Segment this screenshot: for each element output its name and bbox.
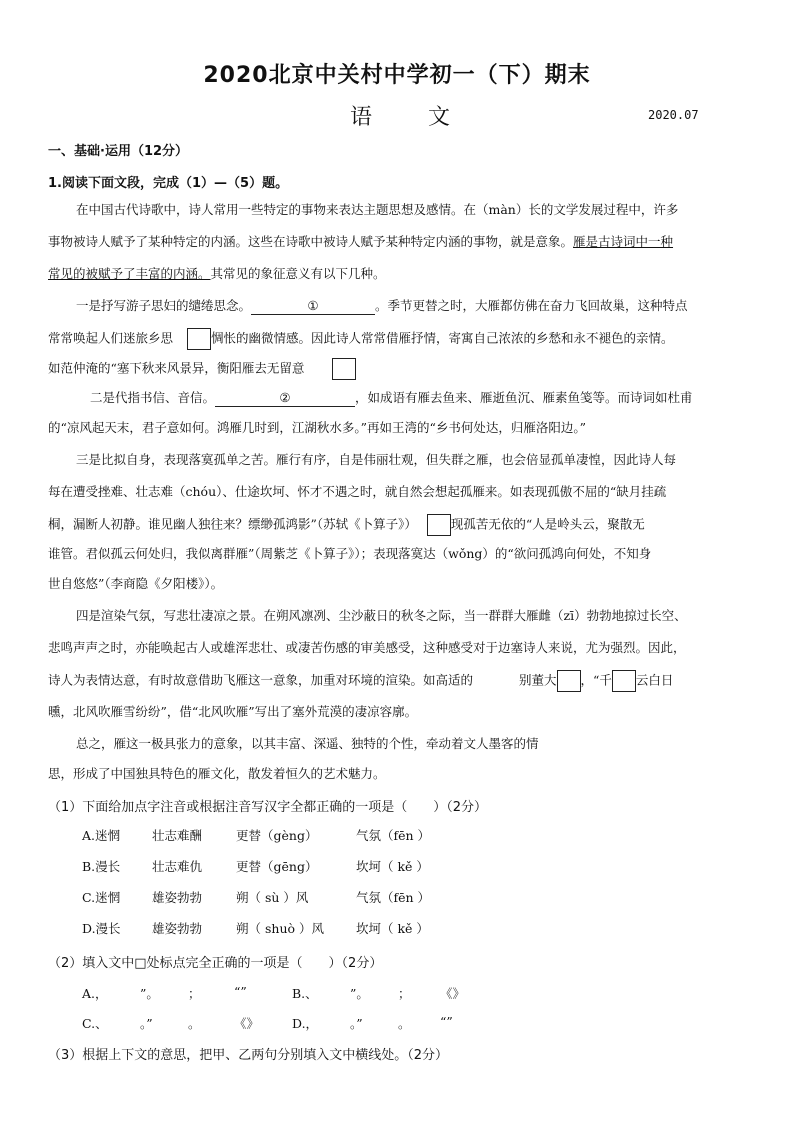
passage-line: [48, 328, 674, 350]
subject-char-1: 语: [350, 105, 373, 130]
passage-text: 如范仲淹的“塞下秋来风景异，衡阳雁去无留意: [48, 360, 305, 376]
option-item: 《》: [234, 1016, 260, 1031]
option-label[interactable]: A.迷惘: [82, 828, 121, 843]
passage-line: 每在遭受挫难、壮志难（chóu）、仕途坎坷、怀才不遇之时，就自然会想起孤雁来。如表现孤傲不屈的“缺月挂疏: [48, 484, 667, 499]
passage-line: [48, 266, 386, 282]
option-item: ”。: [350, 986, 369, 1001]
option-item: 。”: [140, 1016, 153, 1031]
option-item: 壮志难仇: [152, 859, 203, 874]
option-item: “”: [440, 1014, 453, 1029]
option-item: 壮志难酬: [152, 828, 203, 843]
passage-line: 在中国古代诗歌中，诗人常用一些特定的事物来表达主题思想及感情。在（màn）长的文学发展过程中，许多: [76, 202, 679, 217]
passage-text: 惆怅的幽微情感。因此诗人常常借雁抒情，寄寓自己浓浓的乡愁和永不褪色的亲情。: [211, 330, 674, 346]
option-item: 。: [188, 1016, 201, 1031]
question-1-intro: 1.阅读下面文段，完成（1）—（5）题。: [48, 176, 289, 191]
option-item: 。: [398, 1016, 411, 1031]
option-label[interactable]: B.漫长: [82, 859, 121, 874]
punctuation-box[interactable]: [427, 514, 451, 536]
passage-line: 悲鸣声声之时，亦能唤起古人或雄浑悲壮、或凄苦伤感的审美感受，这种感受对于边塞诗人来说，尤为强烈。因此，: [48, 640, 686, 655]
option-item: ；: [398, 986, 411, 1001]
passage-text: 云白日: [635, 672, 674, 688]
option-label[interactable]: D.漫长: [82, 921, 121, 936]
passage-line: [48, 514, 645, 536]
passage-line: 总之，雁这一极具张力的意象，以其丰富、深遥、独特的个性，牵动着文人墨客的情: [76, 736, 539, 751]
option-item: 坎坷（ kě ）: [356, 859, 429, 874]
punctuation-box[interactable]: [187, 328, 211, 350]
exam-date: 2020.07: [648, 108, 699, 122]
underlined-sentence: 常见的被赋予了丰富的内涵。: [48, 266, 211, 281]
option-item: ；: [188, 986, 201, 1001]
passage-line: 曛，北风吹雁雪纷纷”，借“北风吹雁”写出了塞外荒漠的凄凉容廓。: [48, 704, 418, 719]
punctuation-box[interactable]: [612, 670, 636, 692]
subject-char-2: 文: [428, 105, 451, 130]
passage-text: ，“千: [580, 672, 612, 688]
passage-text: 其常见的象征意义有以下几种。: [210, 266, 386, 281]
option-item: 朔（ shuò ）风: [236, 921, 324, 936]
passage-text: 事物被诗人赋予了某种特定的内涵。这些在诗歌中被诗人赋予某种特定内涵的事物，就是意象。: [48, 234, 574, 249]
option-item: 朔（ sù ）风: [236, 890, 309, 905]
option-item: 雄姿勃勃: [152, 921, 203, 936]
option-item: 雄姿勃勃: [152, 890, 203, 905]
blank-2[interactable]: ②: [215, 390, 355, 407]
passage-line: [76, 298, 688, 315]
passage-line: 的“凉风起天末，君子意如何。鸿雁几时到，江湖秋水多。”再如王湾的“乡书何处达，归雁洛阳边。”: [48, 420, 587, 435]
passage-line: 四是渲染气氛，写悲壮凄凉之景。在朔风凛冽、尘沙蔽日的秋冬之际，当一群群大雁雌（zī）勃勃地掠过长空、: [76, 608, 687, 623]
blank-1[interactable]: ①: [251, 298, 375, 315]
passage-line: [48, 358, 356, 380]
option-label[interactable]: C.迷惘: [82, 890, 121, 905]
passage-line: [48, 234, 673, 250]
passage-text: ，如成语有雁去鱼来、雁逝鱼沉、雁素鱼笺等。而诗词如杜甫: [355, 390, 693, 405]
passage-line: [48, 670, 673, 692]
underlined-sentence: 雁是古诗词中一种: [573, 234, 674, 249]
passage-text: 常常唤起人们迷旅乡思: [48, 330, 174, 346]
passage-text: 一是抒写游子思妇的缱绻思念。: [76, 298, 252, 313]
option-item: 《》: [440, 986, 466, 1001]
passage-line: 世自悠悠”（李商隐《夕阳楼》）。: [48, 576, 224, 591]
section-heading: 一、基础·运用（12分）: [48, 144, 189, 159]
option-item: 气氛（fēn ）: [356, 828, 431, 843]
option-item: 。”: [350, 1016, 363, 1031]
passage-text: 二是代指书信、音信。: [90, 390, 216, 405]
subject-heading: [350, 100, 450, 131]
option-label[interactable]: B.、: [292, 986, 318, 1001]
option-label[interactable]: A.，: [82, 986, 108, 1001]
punctuation-box[interactable]: [332, 358, 356, 380]
passage-line: 三是比拟自身，表现落寞孤单之苦。雁行有序，自是伟丽壮观，但失群之雁，也会倍显孤单凄惶，因此诗人每: [76, 452, 677, 467]
question-3-stem: （3）根据上下文的意思，把甲、乙两句分别填入文中横线处。（2分）: [48, 1048, 449, 1063]
option-label[interactable]: C.、: [82, 1016, 108, 1031]
option-item: 气氛（fēn ）: [356, 890, 431, 905]
passage-text: 别董大: [519, 672, 557, 688]
option-item: 坎坷（ kě ）: [356, 921, 429, 936]
passage-text: 诗人为表情达意，有时故意借助飞雁这一意象，加重对环境的渲染。如高适的: [48, 672, 474, 688]
passage-text: 。季节更替之时，大雁都仿佛在奋力飞回故巢，这种特点: [375, 298, 688, 313]
option-item: 更替（gēng）: [236, 859, 318, 874]
option-item: “”: [234, 984, 247, 999]
punctuation-box[interactable]: [557, 670, 581, 692]
passage-text: 桐，漏断人初静。谁见幽人独往来？缥缈孤鸿影”（苏轼《卜算子》）: [48, 516, 417, 532]
passage-line: 谁管。君似孤云何处归，我似离群雁”（周紫芝《卜算子》）；表现落寞达（wǒng）的“欲问孤鸿向何处，不知身: [48, 546, 652, 561]
page-title: 2020北京中关村中学初一（下）期末: [203, 63, 591, 88]
question-2-stem: （2）填入文中□处标点完全正确的一项是（ ）（2分）: [48, 956, 383, 971]
option-item: ”。: [140, 986, 159, 1001]
option-item: 更替（gèng）: [236, 828, 318, 843]
passage-text: 现孤苦无依的“人是岭头云，聚散无: [450, 516, 645, 532]
passage-line: 思，形成了中国独具特色的雁文化，散发着恒久的艺术魅力。: [48, 766, 386, 781]
option-label[interactable]: D.，: [292, 1016, 319, 1031]
passage-line: [90, 390, 693, 407]
question-1-stem: （1）下面给加点字注音或根据注音写汉字全都正确的一项是（ ）（2分）: [48, 800, 488, 815]
